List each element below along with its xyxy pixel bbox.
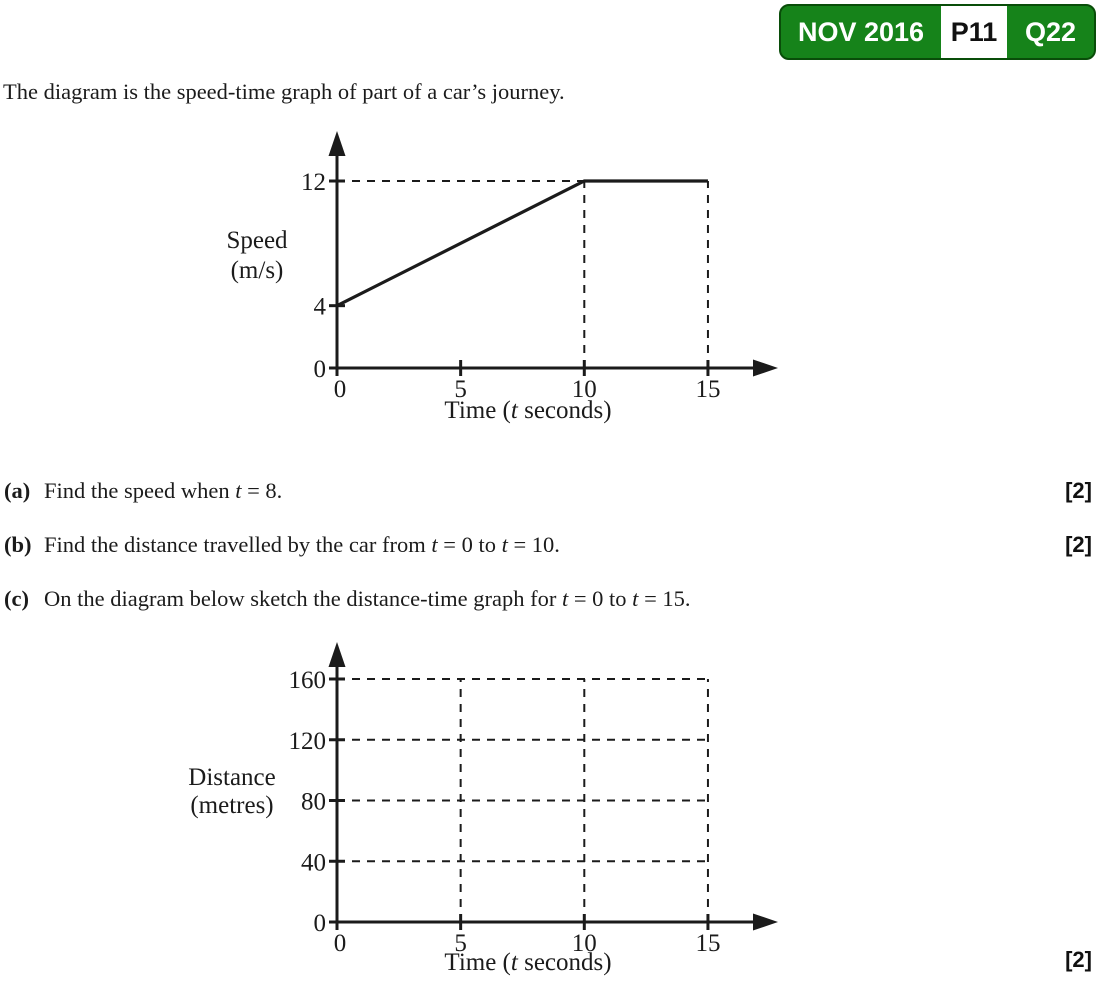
svg-text:5: 5 bbox=[454, 930, 467, 957]
svg-text:(m/s): (m/s) bbox=[230, 257, 284, 284]
question-b-label: (b) bbox=[4, 532, 32, 557]
distance-time-grid bbox=[170, 630, 810, 982]
svg-text:80: 80 bbox=[301, 788, 326, 816]
badge-session-label: NOV 2016 bbox=[797, 16, 925, 47]
badge-paper-label: P11 bbox=[941, 6, 1007, 58]
svg-text:10: 10 bbox=[571, 376, 597, 403]
intro-text: The diagram is the speed-time graph of part of a car’s journey. bbox=[3, 79, 565, 104]
svg-text:5: 5 bbox=[454, 376, 467, 403]
question-b-text: Find the distance travelled by the car from t = 0 to t = 10. bbox=[44, 532, 560, 557]
speed-time-graph bbox=[170, 120, 810, 436]
question-b-marks: [2] bbox=[1065, 532, 1092, 557]
svg-text:12: 12 bbox=[301, 169, 326, 197]
svg-text:15: 15 bbox=[695, 376, 721, 403]
question-a-row bbox=[4, 478, 1092, 504]
question-a-marks: [2] bbox=[1065, 478, 1092, 503]
question-c-marks-bottom: [2] bbox=[1065, 947, 1092, 972]
question-a-text: Find the speed when t = 8. bbox=[44, 478, 283, 503]
svg-text:40: 40 bbox=[301, 849, 326, 877]
svg-text:(metres): (metres) bbox=[190, 792, 274, 819]
svg-text:0: 0 bbox=[313, 910, 326, 937]
svg-text:0: 0 bbox=[333, 376, 347, 403]
svg-text:120: 120 bbox=[288, 727, 326, 755]
svg-text:0: 0 bbox=[313, 356, 326, 383]
question-b-row bbox=[4, 532, 1092, 558]
svg-text:10: 10 bbox=[571, 930, 597, 957]
svg-text:Time (t seconds): Time (t seconds) bbox=[444, 949, 612, 976]
question-ref-badge bbox=[779, 4, 1096, 60]
question-a-label: (a) bbox=[4, 478, 31, 503]
svg-text:Time (t seconds): Time (t seconds) bbox=[444, 397, 612, 424]
badge-question-label: Q22 bbox=[1024, 16, 1077, 47]
svg-text:0: 0 bbox=[333, 930, 347, 957]
svg-text:4: 4 bbox=[313, 293, 326, 321]
svg-text:160: 160 bbox=[288, 667, 326, 695]
svg-text:Speed: Speed bbox=[226, 227, 288, 254]
svg-text:Distance: Distance bbox=[188, 764, 276, 791]
svg-text:15: 15 bbox=[695, 930, 721, 957]
question-c-text: On the diagram below sketch the distance-time graph for t = 0 to t = 15. bbox=[44, 586, 691, 611]
question-c-label: (c) bbox=[4, 586, 29, 611]
question-c-row bbox=[4, 586, 1092, 612]
